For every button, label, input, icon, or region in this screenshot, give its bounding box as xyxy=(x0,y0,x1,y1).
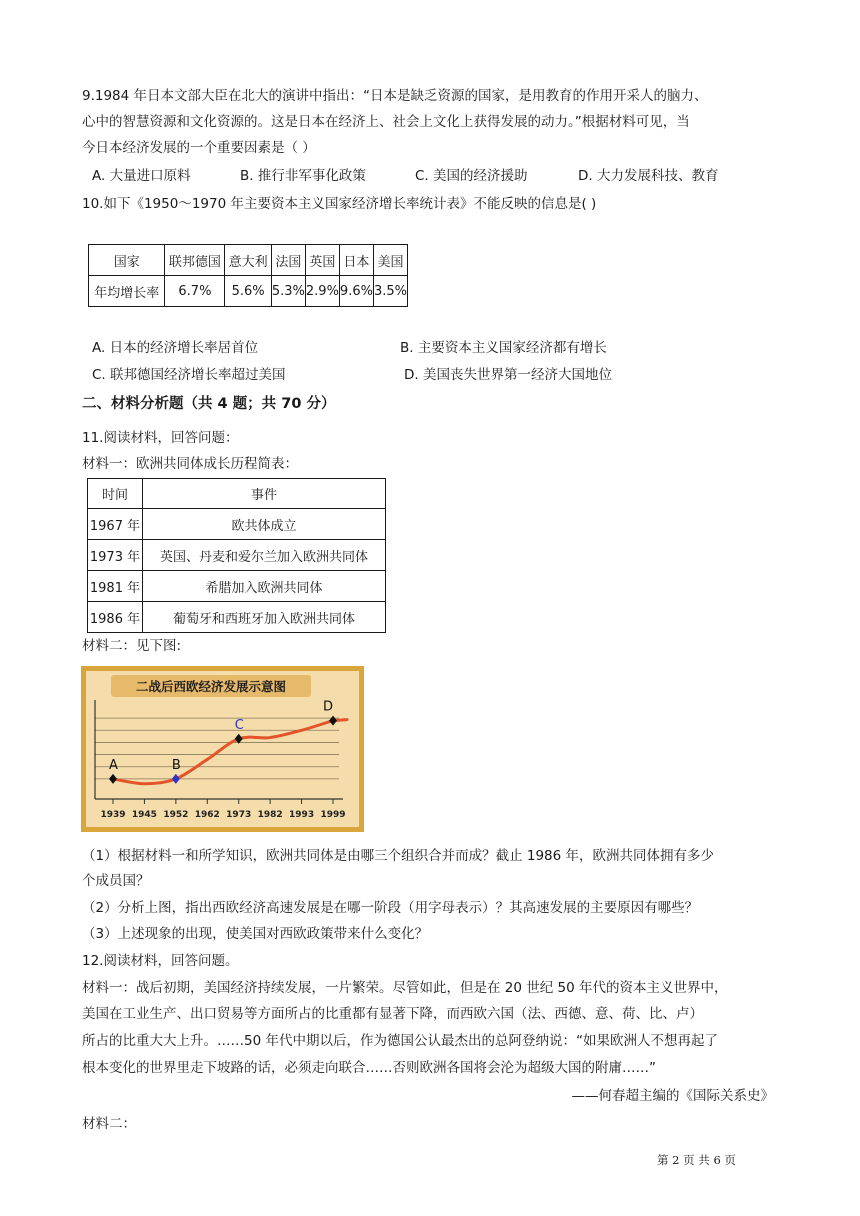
growth-table-header: 美国 xyxy=(373,245,407,276)
ec-table-cell: 1967 年 xyxy=(88,509,143,540)
ec-table-cell: 1981 年 xyxy=(88,571,143,602)
growth-table-header: 联邦德国 xyxy=(165,245,225,276)
chart-x-tick-label: 1982 xyxy=(257,810,283,820)
chart-x-tick-label: 1952 xyxy=(163,810,189,820)
chart-svg xyxy=(81,666,364,832)
growth-table-cell: 9.6% xyxy=(339,276,373,307)
ec-table-cell: 葡萄牙和西班牙加入欧洲共同体 xyxy=(143,602,386,633)
ec-table-cell: 1973 年 xyxy=(88,540,143,571)
q10-option-d: D. 美国丧失世界第一经济大国地位 xyxy=(404,367,612,383)
q10-option-b: B. 主要资本主义国家经济都有增长 xyxy=(400,340,607,356)
q10-option-a: A. 日本的经济增长率居首位 xyxy=(92,340,259,356)
q12-source-citation: ——何春超主编的《国际关系史》 xyxy=(571,1088,774,1104)
growth-table-cell: 5.6% xyxy=(225,276,271,307)
q12-material1-line-2: 美国在工业生产、出口贸易等方面所占的比重都有显著下降，而西欧六国（法、西德、意、荷、比、卢） xyxy=(82,1006,703,1022)
chart-point-label: A xyxy=(109,757,118,773)
q9-option-d: D. 大力发展科技、教育 xyxy=(578,168,719,184)
q10-stem: 10.如下《1950～1970 年主要资本主义国家经济增长率统计表》不能反映的信息是( ) xyxy=(82,196,597,212)
q11-stem: 11.阅读材料，回答问题： xyxy=(82,430,239,446)
chart-x-tick-label: 1939 xyxy=(100,810,126,820)
q9-option-c: C. 美国的经济援助 xyxy=(415,168,528,184)
chart-x-tick-label: 1962 xyxy=(194,810,220,820)
q10-option-c: C. 联邦德国经济增长率超过美国 xyxy=(92,367,286,383)
growth-table-row xyxy=(89,276,408,307)
q12-stem: 12.阅读材料，回答问题。 xyxy=(82,953,239,969)
q11-sub2: （2）分析上图，指出西欧经济高速发展是在哪一阶段（用字母表示）？其高速发展的主要原因有哪些？ xyxy=(82,900,699,916)
q9-option-a: A. 大量进口原料 xyxy=(92,168,191,184)
ec-history-table xyxy=(87,478,386,633)
q12-material1-line-4: 根本变化的世界里走下坡路的话，必须走向联合……否则欧洲各国将会沦为超级大国的附庸……” xyxy=(82,1060,656,1076)
growth-table-header: 意大利 xyxy=(225,245,271,276)
q9-stem-line-1: 9.1984 年日本文部大臣在北大的演讲中指出：“日本是缺乏资源的国家，是用教育的作用开采人的脑力、 xyxy=(82,88,708,104)
section-title: 二、材料分析题（共 4 题；共 70 分） xyxy=(82,396,336,412)
ec-table-row xyxy=(88,602,386,633)
q11-material1-label: 材料一：欧洲共同体成长历程简表： xyxy=(82,456,298,472)
q9-stem-line-3: 今日本经济发展的一个重要因素是（ ） xyxy=(82,140,316,156)
growth-table-header-row xyxy=(89,245,408,276)
q9-option-b: B. 推行非军事化政策 xyxy=(240,168,366,184)
growth-table-cell: 2.9% xyxy=(305,276,339,307)
q12-material1-line-1: 材料一：战后初期，美国经济持续发展，一片繁荣。尽管如此，但是在 20 世纪 50 年代的资本主义世界中， xyxy=(82,980,728,996)
chart-x-tick-label: 1999 xyxy=(320,810,346,820)
q11-sub3: （3）上述现象的出现，使美国对西欧政策带来什么变化？ xyxy=(82,926,429,942)
ec-table-header-row xyxy=(88,479,386,509)
ec-table-cell: 欧共体成立 xyxy=(143,509,386,540)
q11-material2-label: 材料二：见下图: xyxy=(82,638,182,654)
growth-table-cell: 6.7% xyxy=(165,276,225,307)
ec-table-header: 时间 xyxy=(88,479,143,509)
growth-table-header: 英国 xyxy=(305,245,339,276)
q12-material1-line-3: 所占的比重大大上升。……50 年代中期以后，作为德国公认最杰出的总阿登纳说：“如果欧洲人不想再起了 xyxy=(82,1033,718,1049)
chart-x-tick-label: 1973 xyxy=(226,810,252,820)
chart-title: 二战后西欧经济发展示意图 xyxy=(135,679,287,694)
chart-point-label: B xyxy=(171,757,181,773)
q12-material2-label: 材料二： xyxy=(82,1116,136,1132)
west-europe-economy-chart xyxy=(81,666,364,832)
growth-table-header: 国家 xyxy=(89,245,165,276)
growth-rate-table xyxy=(88,244,408,307)
ec-table-row xyxy=(88,509,386,540)
ec-table-header: 事件 xyxy=(143,479,386,509)
growth-table-header: 法国 xyxy=(271,245,305,276)
growth-table-header: 日本 xyxy=(339,245,373,276)
growth-table-cell: 年均增长率 xyxy=(89,276,165,307)
chart-x-tick-label: 1945 xyxy=(131,810,157,820)
q11-sub1-line-2: 个成员国？ xyxy=(82,873,150,889)
page-number: 第 2 页 共 6 页 xyxy=(657,1153,736,1167)
chart-point-label: C xyxy=(234,717,244,733)
ec-table-cell: 希腊加入欧洲共同体 xyxy=(143,571,386,602)
q9-stem-line-2: 心中的智慧资源和文化资源的。这是日本在经济上、社会上文化上获得发展的动力。”根据材料可见，当 xyxy=(82,114,690,130)
chart-point-label: D xyxy=(323,699,334,715)
ec-table-cell: 英国、丹麦和爱尔兰加入欧洲共同体 xyxy=(143,540,386,571)
growth-table-cell: 5.3% xyxy=(271,276,305,307)
ec-table-row xyxy=(88,540,386,571)
ec-table-row xyxy=(88,571,386,602)
ec-table-cell: 1986 年 xyxy=(88,602,143,633)
q11-sub1-line-1: （1）根据材料一和所学知识，欧洲共同体是由哪三个组织合并而成？截止 1986 年，欧洲共同体拥有多少 xyxy=(82,848,715,864)
growth-table-cell: 3.5% xyxy=(373,276,407,307)
chart-x-tick-label: 1993 xyxy=(289,810,315,820)
